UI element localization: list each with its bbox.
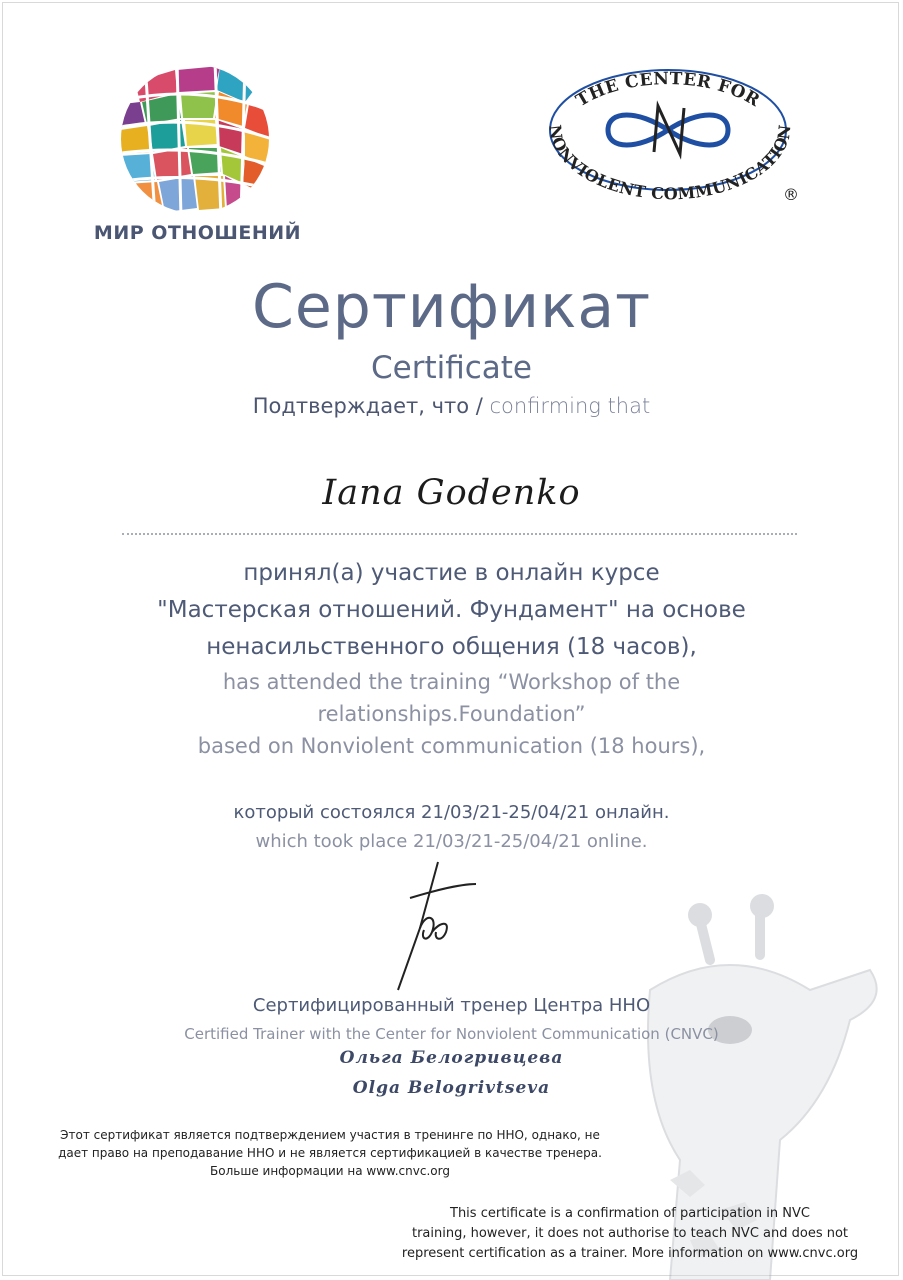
name-underline: [122, 533, 797, 535]
certificate-title-ru: Сертификат: [251, 272, 652, 342]
confirming-ru: Подтверждает, что /: [252, 394, 490, 418]
course-dates-en: which took place 21/03/21-25/04/21 online.: [255, 831, 648, 852]
disclaimer-ru-line-1: Этот сертификат является подтверждением участия в тренинге по ННО, однако, не: [60, 1128, 600, 1142]
cnvc-bottom-text: NONVIOLENT COMMUNICATION: [545, 123, 795, 204]
disclaimer-ru-line-2: дает право на преподавание ННО и не является сертификацией в качестве тренера.: [58, 1146, 602, 1160]
course-ru-line-3: ненасильственного общения (18 часов),: [206, 634, 697, 660]
mir-otnosheniy-logo-text: МИР ОТНОШЕНИЙ: [93, 222, 302, 244]
disclaimer-en-line-3: represent certification as a trainer. More information on www.cnvc.org: [401, 1246, 859, 1261]
cnvc-infinity-icon: [608, 106, 728, 154]
cnvc-top-text: THE CENTER FOR: [572, 69, 764, 112]
trainer-title-ru: Сертифицированный тренер Центра ННО: [252, 995, 651, 1016]
trainer-name-en: Olga Belogrivtseva: [352, 1078, 551, 1098]
certificate-title-en: Certificate: [370, 350, 533, 386]
disclaimer-ru: [0, 1126, 660, 1180]
confirming-en: confirming that: [489, 394, 651, 418]
registered-mark: ®: [783, 185, 799, 204]
course-description-ru: [0, 555, 903, 666]
mir-otnosheniy-mosaic-logo: [115, 62, 275, 217]
course-en-line-2: relationships.Foundation”: [317, 702, 586, 726]
course-dates-ru: который состоялся 21/03/21-25/04/21 онлайн.: [233, 802, 670, 823]
course-ru-line-2: "Мастерская отношений. Фундамент" на основе: [157, 597, 746, 623]
course-description-en: [0, 666, 903, 762]
recipient-name: Iana Godenko: [322, 473, 581, 513]
disclaimer-en-line-1: This certificate is a confirmation of participation in NVC: [450, 1206, 810, 1221]
disclaimer-en-line-2: training, however, it does not authorise to teach NVC and does not: [411, 1226, 849, 1241]
course-en-line-1: has attended the training “Workshop of the: [222, 670, 681, 694]
trainer-signature: [380, 858, 500, 998]
course-ru-line-1: принял(а) участие в онлайн курсе: [243, 560, 660, 586]
svg-text:THE CENTER FOR: [573, 69, 764, 111]
confirming-line: [0, 394, 903, 418]
trainer-title-en: Certified Trainer with the Center for Nonviolent Communication (CNVC): [184, 1025, 719, 1043]
cnvc-logo: [528, 48, 808, 208]
disclaimer-ru-line-3: Больше информации на www.cnvc.org: [210, 1164, 450, 1178]
course-en-line-3: based on Nonviolent communication (18 hours),: [197, 734, 706, 758]
disclaimer-en: [380, 1204, 880, 1264]
trainer-name-ru: Ольга Белогривцева: [339, 1048, 564, 1068]
